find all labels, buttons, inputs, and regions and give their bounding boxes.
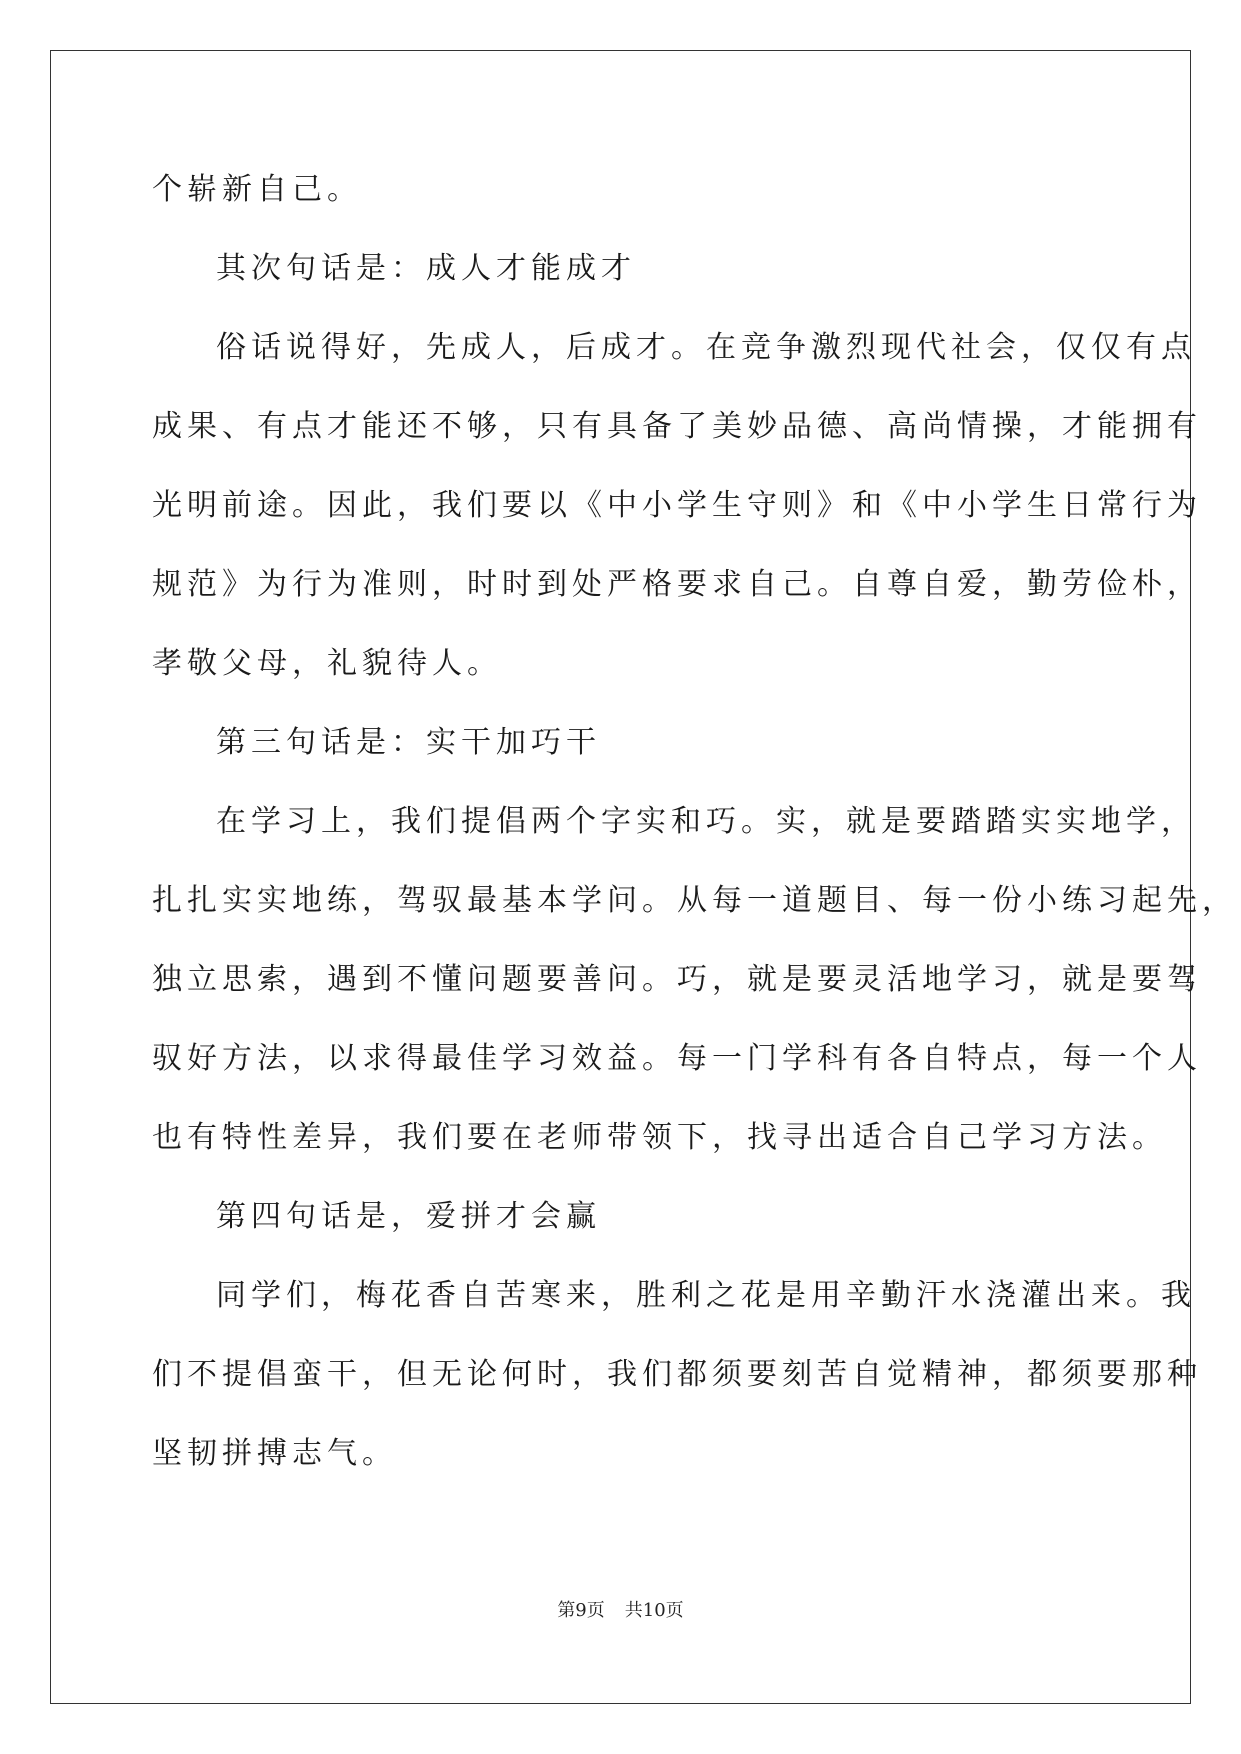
text-line: 坚韧拼搏志气。 xyxy=(152,1436,397,1471)
page-number-current: 第9页 xyxy=(557,1600,605,1621)
text-line: 在学习上，我们提倡两个字实和巧。实，就是要踏踏实实地学， xyxy=(216,804,1196,839)
text-line: 也有特性差异，我们要在老师带领下，找寻出适合自己学习方法。 xyxy=(152,1120,1167,1155)
page-number-total: 共10页 xyxy=(624,1600,684,1621)
text-line: 成果、有点才能还不够，只有具备了美妙品德、高尚情操，才能拥有 xyxy=(152,409,1202,444)
text-line: 其次句话是：成人才能成才 xyxy=(216,251,636,286)
text-line: 第四句话是，爱拼才会赢 xyxy=(216,1199,601,1234)
page-footer xyxy=(0,1596,1241,1622)
text-line: 们不提倡蛮干，但无论何时，我们都须要刻苦自觉精神，都须要那种 xyxy=(152,1357,1202,1392)
text-line: 第三句话是：实干加巧干 xyxy=(216,725,601,760)
text-line: 规范》为行为准则，时时到处严格要求自己。自尊自爱，勤劳俭朴， xyxy=(152,567,1202,602)
document-body xyxy=(152,160,1237,1503)
text-line: 扎扎实实地练，驾驭最基本学问。从每一道题目、每一份小练习起先， xyxy=(152,883,1237,918)
text-line: 驭好方法，以求得最佳学习效益。每一门学科有各自特点，每一个人 xyxy=(152,1041,1202,1076)
text-line: 光明前途。因此，我们要以《中小学生守则》和《中小学生日常行为 xyxy=(152,488,1202,523)
text-line: 独立思索，遇到不懂问题要善问。巧，就是要灵活地学习，就是要驾 xyxy=(152,962,1202,997)
text-line: 个崭新自己。 xyxy=(152,172,362,207)
text-line: 俗话说得好，先成人，后成才。在竞争激烈现代社会，仅仅有点 xyxy=(216,330,1196,365)
text-line: 孝敬父母，礼貌待人。 xyxy=(152,646,502,681)
text-line: 同学们，梅花香自苦寒来，胜利之花是用辛勤汗水浇灌出来。我 xyxy=(216,1278,1196,1313)
